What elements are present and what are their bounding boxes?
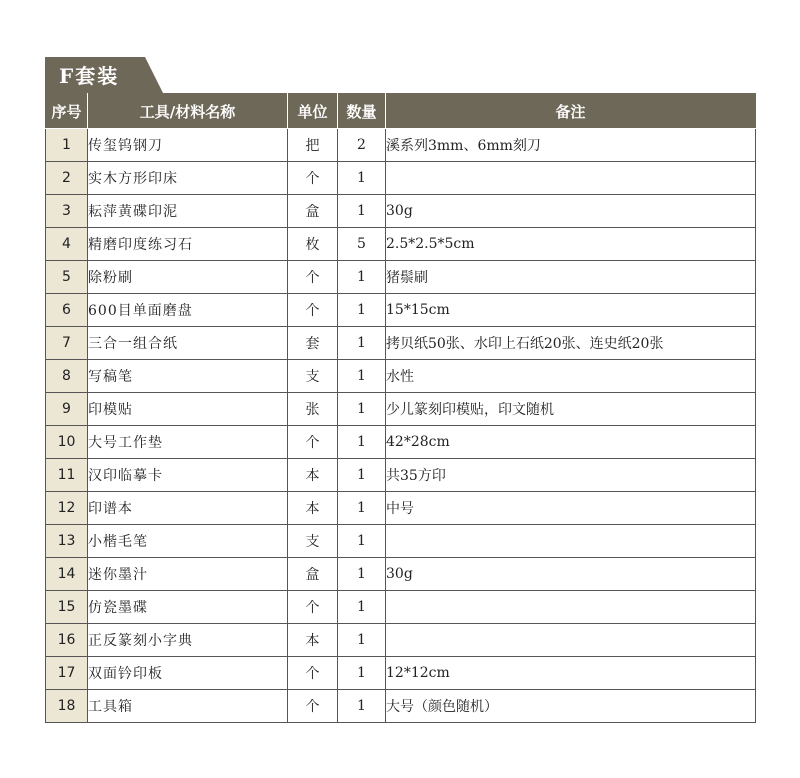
cell-note: 拷贝纸50张、水印上石纸20张、连史纸20张	[386, 327, 756, 360]
cell-qty: 1	[338, 624, 386, 657]
cell-qty: 1	[338, 525, 386, 558]
cell-qty: 1	[338, 459, 386, 492]
cell-index: 14	[46, 558, 88, 591]
cell-index: 10	[46, 426, 88, 459]
header-name: 工具/材料名称	[88, 94, 288, 129]
cell-index: 9	[46, 393, 88, 426]
cell-note: 12*12cm	[386, 657, 756, 690]
cell-index: 11	[46, 459, 88, 492]
cell-note: 中号	[386, 492, 756, 525]
cell-index: 13	[46, 525, 88, 558]
cell-index: 18	[46, 690, 88, 723]
cell-unit: 个	[288, 426, 338, 459]
cell-unit: 把	[288, 129, 338, 162]
header-note: 备注	[386, 94, 756, 129]
cell-note	[386, 624, 756, 657]
cell-qty: 1	[338, 657, 386, 690]
cell-name: 印谱本	[88, 492, 288, 525]
table-body	[46, 129, 756, 723]
header-qty: 数量	[338, 94, 386, 129]
header-unit: 单位	[288, 94, 338, 129]
cell-note: 2.5*2.5*5cm	[386, 228, 756, 261]
cell-index: 17	[46, 657, 88, 690]
cell-note	[386, 162, 756, 195]
table-row	[46, 327, 756, 360]
cell-note	[386, 591, 756, 624]
cell-name: 正反篆刻小字典	[88, 624, 288, 657]
cell-unit: 套	[288, 327, 338, 360]
cell-qty: 1	[338, 294, 386, 327]
cell-name: 大号工作垫	[88, 426, 288, 459]
cell-note: 15*15cm	[386, 294, 756, 327]
cell-index: 16	[46, 624, 88, 657]
cell-name: 精磨印度练习石	[88, 228, 288, 261]
table-row	[46, 459, 756, 492]
table-row	[46, 624, 756, 657]
table-row	[46, 426, 756, 459]
table-row	[46, 162, 756, 195]
cell-name: 双面钤印板	[88, 657, 288, 690]
cell-unit: 盒	[288, 195, 338, 228]
cell-index: 8	[46, 360, 88, 393]
table-row	[46, 228, 756, 261]
cell-unit: 个	[288, 657, 338, 690]
cell-index: 6	[46, 294, 88, 327]
cell-qty: 5	[338, 228, 386, 261]
cell-qty: 1	[338, 426, 386, 459]
table-row	[46, 129, 756, 162]
cell-qty: 1	[338, 492, 386, 525]
table-row	[46, 690, 756, 723]
table-row	[46, 360, 756, 393]
cell-unit: 支	[288, 525, 338, 558]
cell-name: 传玺钨钢刀	[88, 129, 288, 162]
cell-note: 42*28cm	[386, 426, 756, 459]
kit-contents-table	[45, 93, 756, 723]
cell-qty: 1	[338, 690, 386, 723]
cell-unit: 个	[288, 261, 338, 294]
cell-note: 猪鬃刷	[386, 261, 756, 294]
cell-note: 溪系列3mm、6mm刻刀	[386, 129, 756, 162]
cell-index: 15	[46, 591, 88, 624]
cell-name: 小楷毛笔	[88, 525, 288, 558]
cell-unit: 个	[288, 690, 338, 723]
cell-unit: 支	[288, 360, 338, 393]
cell-unit: 枚	[288, 228, 338, 261]
header-index: 序号	[46, 94, 88, 129]
table-row	[46, 261, 756, 294]
cell-qty: 1	[338, 591, 386, 624]
cell-unit: 盒	[288, 558, 338, 591]
cell-name: 仿瓷墨碟	[88, 591, 288, 624]
cell-index: 5	[46, 261, 88, 294]
cell-unit: 本	[288, 492, 338, 525]
cell-index: 4	[46, 228, 88, 261]
table-row	[46, 525, 756, 558]
cell-unit: 个	[288, 591, 338, 624]
cell-note	[386, 525, 756, 558]
section-title: F套装	[59, 64, 120, 88]
table-row	[46, 657, 756, 690]
cell-name: 写稿笔	[88, 360, 288, 393]
section-title-tab	[45, 57, 163, 93]
cell-note: 大号（颜色随机）	[386, 690, 756, 723]
cell-note: 共35方印	[386, 459, 756, 492]
cell-name: 除粉刷	[88, 261, 288, 294]
table-row	[46, 558, 756, 591]
table-row	[46, 195, 756, 228]
table-row	[46, 393, 756, 426]
cell-qty: 1	[338, 393, 386, 426]
cell-note: 30g	[386, 558, 756, 591]
cell-qty: 1	[338, 327, 386, 360]
cell-name: 600目单面磨盘	[88, 294, 288, 327]
cell-index: 2	[46, 162, 88, 195]
cell-name: 工具箱	[88, 690, 288, 723]
cell-note: 水性	[386, 360, 756, 393]
table-header-row	[46, 94, 756, 129]
table-row	[46, 492, 756, 525]
cell-name: 实木方形印床	[88, 162, 288, 195]
cell-name: 印模贴	[88, 393, 288, 426]
cell-name: 三合一组合纸	[88, 327, 288, 360]
table-row	[46, 294, 756, 327]
cell-qty: 1	[338, 195, 386, 228]
cell-name: 迷你墨汁	[88, 558, 288, 591]
cell-note: 少儿篆刻印模贴，印文随机	[386, 393, 756, 426]
cell-name: 汉印临摹卡	[88, 459, 288, 492]
cell-unit: 个	[288, 294, 338, 327]
cell-qty: 1	[338, 360, 386, 393]
cell-index: 3	[46, 195, 88, 228]
table-row	[46, 591, 756, 624]
cell-qty: 1	[338, 162, 386, 195]
cell-index: 12	[46, 492, 88, 525]
cell-qty: 1	[338, 261, 386, 294]
cell-qty: 1	[338, 558, 386, 591]
cell-index: 7	[46, 327, 88, 360]
cell-qty: 2	[338, 129, 386, 162]
cell-unit: 张	[288, 393, 338, 426]
cell-index: 1	[46, 129, 88, 162]
cell-unit: 本	[288, 624, 338, 657]
cell-note: 30g	[386, 195, 756, 228]
cell-name: 耘萍黄碟印泥	[88, 195, 288, 228]
cell-unit: 个	[288, 162, 338, 195]
cell-unit: 本	[288, 459, 338, 492]
